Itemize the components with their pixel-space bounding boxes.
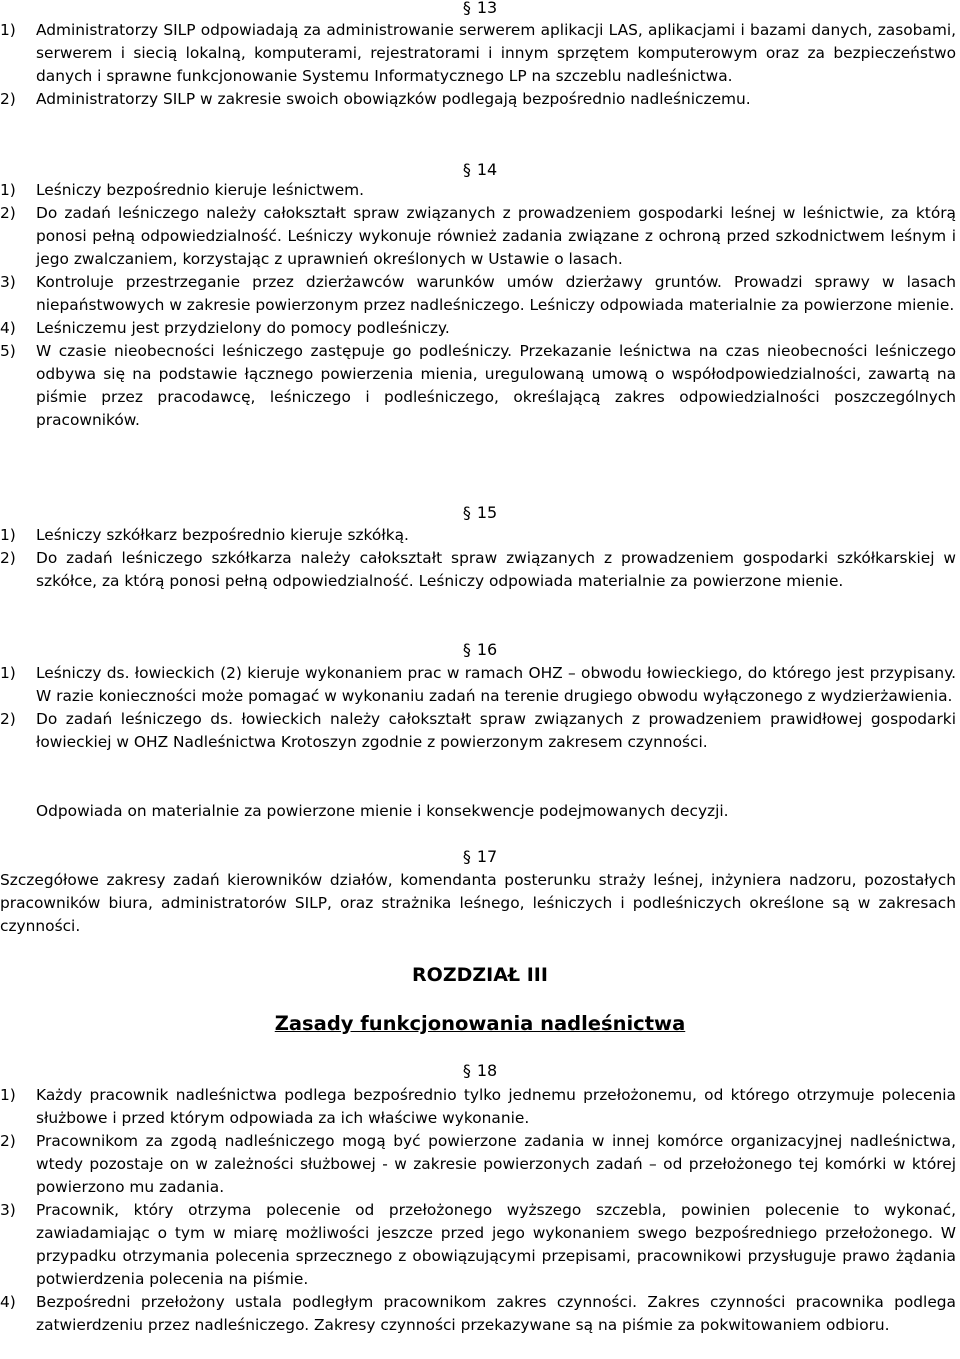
list-item [0,547,956,593]
list-item [0,179,956,202]
section-18-list [0,1084,956,1337]
section-number: 17 [476,847,498,866]
list-item [0,271,956,317]
item-number: 4) [0,1293,16,1311]
item-number: 2) [0,90,16,108]
section-heading-16 [0,640,960,660]
section-heading-18 [0,1061,960,1081]
section-13-list [0,19,956,111]
chapter-title: ROZDZIAŁ III [412,964,548,986]
item-text: Administratorzy SILP odpowiadają za administrowanie serwerem aplikacji LAS, aplikacjami i bazami danych, zasobami, serwerem i siecią lokalną, komputerami, rejestratorami i innym sprzętem komputerowym oraz za bezpieczeństwo danych i sprawne funkcjonowanie Systemu Informatycznego LP na szczeblu nadleśnictwa. [36,21,956,85]
list-item [0,1199,956,1291]
item-text: W czasie nieobecności leśniczego zastępuje go podleśniczy. Przekazanie leśnictwa na czas nieobecności leśniczego odbywa się na podstawie łącznego powierzenia mienia, uregulowaną umową o współodpowiedzialności, zawartą na piśmie przez pracodawcę, leśniczego i podleśniczego, określającą zakres odpowiedzialności poszczególnych pracowników. [36,342,956,429]
section-mark: § [462,0,471,17]
section-heading-14 [0,160,960,180]
section-number: 16 [476,640,498,659]
chapter-subtitle: Zasady funkcjonowania nadleśnictwa [274,1012,686,1035]
list-item [0,1291,956,1337]
section-17-text: Szczegółowe zakresy zadań kierowników działów, komendanta posterunku straży leśnej, inżyniera nadzoru, pozostałych pracowników biura, administratorów SILP, oraz strażnika leśnego, leśniczych i podleśniczych określone są w zakresach czynności. [0,871,956,935]
section-mark: § [462,847,471,866]
item-number: 1) [0,21,16,39]
item-number: 2) [0,1132,16,1150]
list-item [0,1130,956,1199]
item-number: 1) [0,181,16,199]
section-16-list [0,662,956,754]
list-item [0,88,956,111]
item-number: 1) [0,664,16,682]
item-number: 3) [0,1201,16,1219]
item-text: Leśniczy szkółkarz bezpośrednio kieruje szkółką. [36,526,409,544]
item-number: 4) [0,319,16,337]
item-text: Bezpośredni przełożony ustala podległym pracownikom zakres czynności. Zakres czynności pracownika podlega zatwierdzeniu przez nadleśniczego. Zakresy czynności przekazywane są na piśmie za pokwitowaniem odbioru. [36,1293,956,1334]
item-number: 2) [0,710,16,728]
section-heading-13 [0,0,960,18]
section-number: 15 [476,503,498,522]
section-heading-15 [0,503,960,523]
list-item [0,340,956,432]
item-number: 2) [0,204,16,222]
list-item [0,524,956,547]
section-15-list [0,524,956,593]
section-14-list [0,179,956,432]
item-text: Każdy pracownik nadleśnictwa podlega bezpośrednio tylko jednemu przełożonemu, od którego otrzymuje polecenia służbowe i przed którym odpowiada za ich właściwe wykonanie. [36,1086,956,1127]
section-mark: § [462,503,471,522]
section-16-note: Odpowiada on materialnie za powierzone mienie i konsekwencje podejmowanych decyzji. [36,802,729,820]
item-number: 3) [0,273,16,291]
section-number: 13 [476,0,498,17]
item-number: 1) [0,1086,16,1104]
list-item [0,202,956,271]
list-item [0,1084,956,1130]
item-number: 5) [0,342,16,360]
list-item [0,317,956,340]
item-text: Administratorzy SILP w zakresie swoich obowiązków podlegają bezpośrednio nadleśniczemu. [36,90,751,108]
list-item [0,19,956,88]
list-item [0,662,956,708]
item-number: 1) [0,526,16,544]
section-number: 14 [476,160,498,179]
section-number: 18 [476,1061,498,1080]
item-text: Leśniczemu jest przydzielony do pomocy podleśniczy. [36,319,450,337]
item-text: Do zadań leśniczego ds. łowieckich należy całokształt spraw związanych z prowadzeniem prawidłowej gospodarki łowieckiej w OHZ Nadleśnictwa Krotoszyn zgodnie z powierzonym zakresem czynności. [36,710,956,751]
item-number: 2) [0,549,16,567]
item-text: Pracownikom za zgodą nadleśniczego mogą być powierzone zadania w innej komórce organizacyjnej nadleśnictwa, wtedy pozostaje on w zależności służbowej - w zakresie powierzonych zadań – od przełożonego tej komórki w której powierzono mu zadania. [36,1132,956,1196]
item-text: Pracownik, który otrzyma polecenie od przełożonego wyższego szczebla, powinien polecenie to wykonać, zawiadamiając o tym w miarę możliwości jeszcze przed jego wykonaniem swego bezpośredniego przełożonego. W przypadku otrzymania polecenia sprzecznego z obowiązującymi przepisami, pracownikowi przysługuje prawo żądania potwierdzenia polecenia na piśmie. [36,1201,956,1288]
list-item [0,708,956,754]
item-text: Kontroluje przestrzeganie przez dzierżawców warunków umów dzierżawy gruntów. Prowadzi sprawy w lasach niepaństwowych w zakresie powierzonym przez nadleśniczego. Leśniczy odpowiada materialnie za powierzone mienie. [36,273,956,314]
section-mark: § [462,640,471,659]
section-mark: § [462,160,471,179]
item-text: Do zadań leśniczego należy całokształt spraw związanych z prowadzeniem gospodarki leśnej w leśnictwie, za którą ponosi pełną odpowiedzialność. Leśniczy wykonuje również zadania związane z ochroną przed szkodnictwem leśnym i jego zwalczaniem, korzystając z uprawnień określonych w Ustawie o lasach. [36,204,956,268]
item-text: Leśniczy bezpośrednio kieruje leśnictwem. [36,181,365,199]
item-text: Leśniczy ds. łowieckich (2) kieruje wykonaniem prac w ramach OHZ – obwodu łowieckiego, do którego jest przypisany. W razie konieczności może pomagać w wykonaniu zadań na terenie drugiego obwodu wyłączonego z wydzierżawienia. [36,664,956,705]
item-text: Do zadań leśniczego szkółkarza należy całokształt spraw związanych z prowadzeniem gospodarki szkółkarskiej w szkółce, za którą ponosi pełną odpowiedzialność. Leśniczy odpowiada materialnie za powierzone mienie. [36,549,956,590]
section-mark: § [462,1061,471,1080]
section-heading-17 [0,847,960,867]
